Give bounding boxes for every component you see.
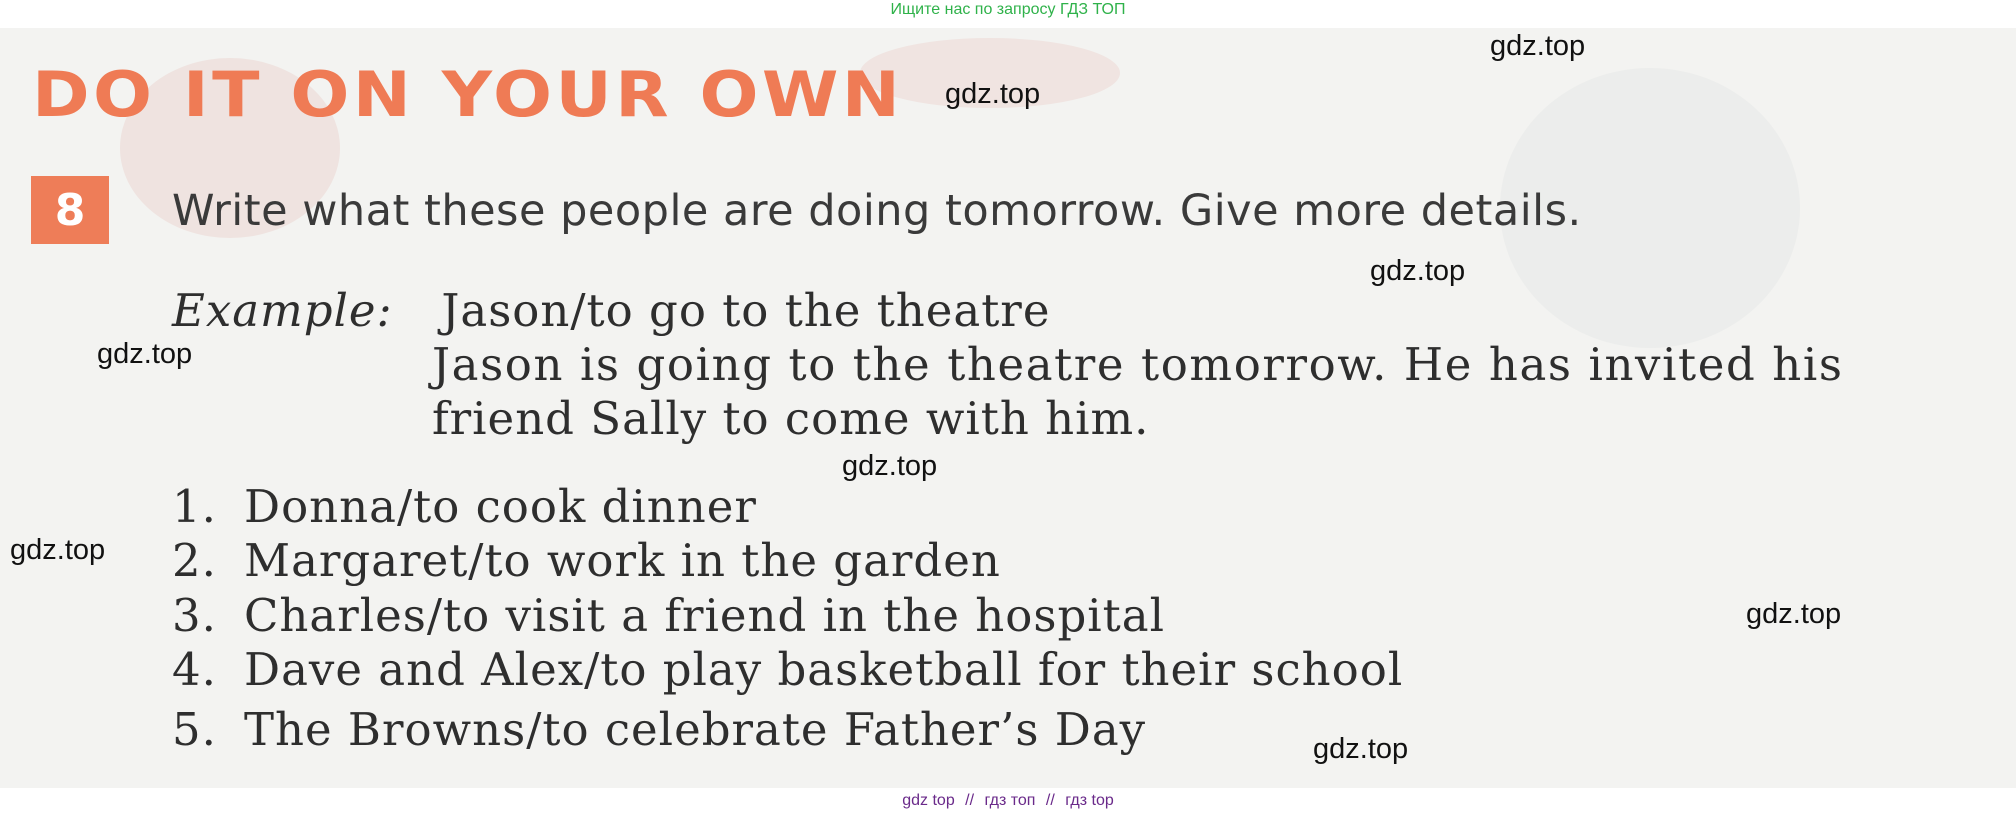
footer-links — [0, 792, 2016, 810]
watermark: gdz.top — [1370, 255, 1466, 287]
footer-link-gdz-top-ru[interactable]: гдз топ — [984, 792, 1036, 809]
watermark: gdz.top — [10, 534, 106, 566]
footer-link-gdz-top-mixed[interactable]: гдз top — [1065, 792, 1114, 809]
list-item-number: 1. — [172, 480, 217, 533]
list-item-number: 5. — [172, 703, 217, 756]
example-answer-line-1: Jason is going to the theatre tomorrow. He has invited his — [432, 338, 1844, 391]
list-item — [172, 480, 757, 533]
list-item-text: Charles/to visit a friend in the hospital — [244, 589, 1165, 642]
list-item-number: 4. — [172, 643, 217, 696]
example-label: Example: — [172, 284, 393, 337]
footer-separator: // — [1045, 792, 1055, 809]
list-item-number: 2. — [172, 534, 217, 587]
list-item — [172, 643, 1403, 696]
example-prompt-line — [172, 284, 1050, 337]
promo-banner[interactable]: Ищите нас по запросу ГДЗ ТОП — [890, 1, 1126, 18]
watermark: gdz.top — [1746, 598, 1842, 630]
list-item — [172, 703, 1146, 756]
list-item-number: 3. — [172, 589, 217, 642]
watermark: gdz.top — [842, 450, 938, 482]
example-prompt: Jason/to go to the theatre — [441, 284, 1051, 337]
watermark: gdz.top — [1313, 733, 1409, 765]
footer-link-gdz-top[interactable]: gdz top — [902, 792, 955, 809]
watermark: gdz.top — [97, 338, 193, 370]
watermark: gdz.top — [1490, 30, 1586, 62]
example-answer-line-2: friend Sally to come with him. — [432, 392, 1150, 445]
section-heading: DO IT ON YOUR OWN — [32, 58, 904, 131]
list-item-text: The Browns/to celebrate Father’s Day — [244, 703, 1147, 756]
task-number-badge: 8 — [31, 176, 109, 244]
watermark: gdz.top — [945, 78, 1041, 110]
list-item — [172, 534, 1001, 587]
list-item-text: Margaret/to work in the garden — [244, 534, 1001, 587]
footer-separator: // — [965, 792, 975, 809]
task-instruction: Write what these people are doing tomorrow. Give more details. — [172, 186, 1582, 236]
list-item-text: Dave and Alex/to play basketball for their school — [244, 643, 1404, 696]
list-item — [172, 589, 1165, 642]
list-item-text: Donna/to cook dinner — [244, 480, 757, 533]
